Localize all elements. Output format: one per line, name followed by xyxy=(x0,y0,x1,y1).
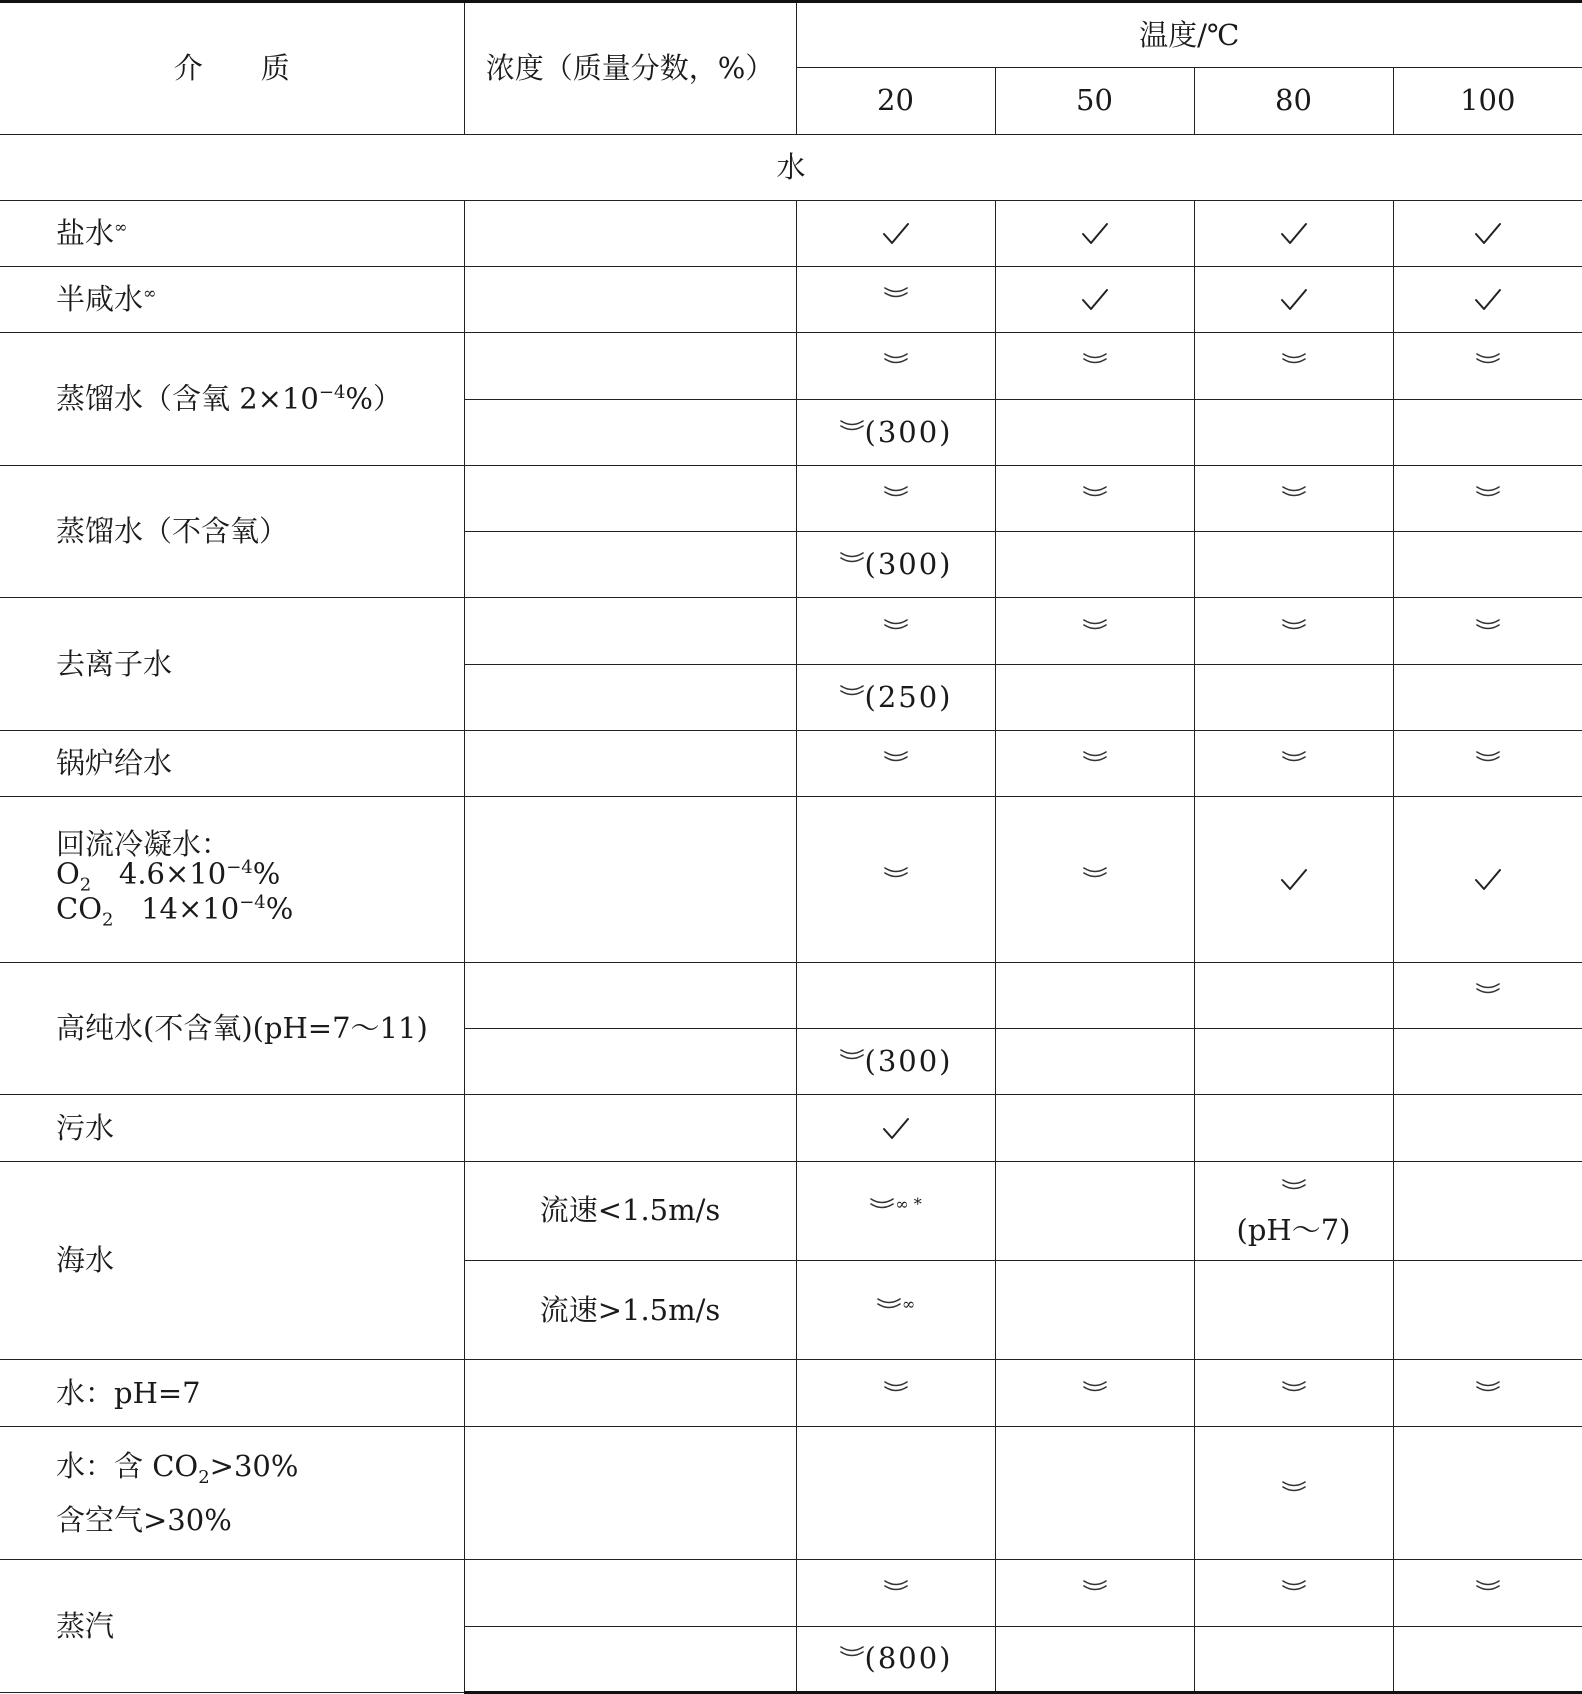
medium-water-ph7: 水：pH=7 xyxy=(0,1360,464,1426)
medium-sewage: 污水 xyxy=(0,1095,464,1161)
check-mark-icon xyxy=(1080,218,1110,249)
concentration-cell xyxy=(464,598,796,664)
double-chevron-icon xyxy=(1475,1578,1501,1607)
double-chevron-icon xyxy=(1281,1379,1307,1408)
concentration-cell xyxy=(464,465,796,531)
double-chevron-icon xyxy=(1082,865,1108,894)
medium-seawater: 海水 xyxy=(0,1161,464,1360)
check-mark-icon xyxy=(881,218,911,249)
double-chevron-icon xyxy=(869,1196,895,1225)
double-chevron-icon xyxy=(883,749,909,778)
medium-deionized-water: 去离子水 xyxy=(0,598,464,731)
double-chevron-icon xyxy=(1281,484,1307,513)
concentration-cell xyxy=(464,797,796,963)
medium-steam: 蒸汽 xyxy=(0,1560,464,1693)
check-mark-icon xyxy=(881,1113,911,1144)
concentration-cell xyxy=(464,1426,796,1560)
temperature-value: (300) xyxy=(864,547,953,582)
check-mark-icon xyxy=(1473,864,1503,895)
concentration-cell xyxy=(464,1626,796,1692)
double-chevron-icon xyxy=(1082,351,1108,380)
concentration-cell xyxy=(464,962,796,1028)
header-temp-80: 80 xyxy=(1194,68,1393,134)
temperature-value: (300) xyxy=(864,1044,953,1079)
double-chevron-icon xyxy=(876,1296,902,1325)
double-chevron-icon xyxy=(1475,617,1501,646)
medium-water-co2-air: 水：含 $CO_2>30\%$ 含空气>30% xyxy=(0,1426,464,1560)
check-mark-icon xyxy=(1473,218,1503,249)
concentration-cell xyxy=(464,1360,796,1426)
seawater-high-speed: 流速>1.5m/s xyxy=(464,1261,796,1360)
double-chevron-icon xyxy=(1281,749,1307,778)
header-concentration: 浓度（质量分数，%） xyxy=(464,2,796,135)
double-chevron-icon xyxy=(839,683,865,712)
temperature-value: (250) xyxy=(864,679,953,714)
header-temp-20: 20 xyxy=(796,68,995,134)
double-chevron-icon xyxy=(1082,1578,1108,1607)
concentration-cell xyxy=(464,532,796,598)
double-chevron-icon xyxy=(1082,617,1108,646)
check-mark-icon xyxy=(1279,284,1309,315)
concentration-cell xyxy=(464,200,796,266)
double-chevron-icon xyxy=(1281,1177,1307,1206)
double-chevron-icon xyxy=(839,1047,865,1076)
double-chevron-icon xyxy=(839,550,865,579)
double-chevron-icon xyxy=(1082,1379,1108,1408)
concentration-cell xyxy=(464,664,796,730)
double-chevron-icon xyxy=(839,418,865,447)
medium-ultrapure-water: 高纯水(不含氧)(pH=7～11) xyxy=(0,962,464,1095)
header-temp-50: 50 xyxy=(995,68,1194,134)
double-chevron-icon xyxy=(883,351,909,380)
double-chevron-icon xyxy=(1281,1578,1307,1607)
double-chevron-icon xyxy=(883,617,909,646)
double-chevron-icon xyxy=(883,1379,909,1408)
concentration-cell xyxy=(464,267,796,333)
concentration-cell xyxy=(464,333,796,399)
check-mark-icon xyxy=(1473,284,1503,315)
double-chevron-icon xyxy=(1475,484,1501,513)
double-chevron-icon xyxy=(1082,749,1108,778)
check-mark-icon xyxy=(1080,284,1110,315)
concentration-cell xyxy=(464,399,796,465)
double-chevron-icon xyxy=(1475,1379,1501,1408)
section-water-title: 水 xyxy=(0,134,1582,200)
double-chevron-icon xyxy=(1475,981,1501,1010)
double-chevron-icon xyxy=(1475,749,1501,778)
double-chevron-icon xyxy=(1281,351,1307,380)
double-chevron-icon xyxy=(1281,1479,1307,1508)
check-mark-icon xyxy=(1279,864,1309,895)
check-mark-icon xyxy=(1279,218,1309,249)
concentration-cell xyxy=(464,1560,796,1626)
double-chevron-icon xyxy=(883,865,909,894)
concentration-cell xyxy=(464,1029,796,1095)
medium-return-condensate: 回流冷凝水： $O_2$ $4.6\times 10^{-4}\%$ $CO_2$ $14\times 10^{-4}\%$ xyxy=(0,797,464,963)
double-chevron-icon xyxy=(839,1644,865,1673)
medium-brine: 盐水∞ xyxy=(0,200,464,266)
temperature-value: (300) xyxy=(864,414,953,449)
medium-distilled-water-no-oxygen: 蒸馏水（不含氧） xyxy=(0,465,464,598)
corrosion-resistance-table: 介质 浓度（质量分数，%） 温度/℃ 20 50 80 100 水 盐水∞ 半咸水∞ 蒸馏水（含氧 $2\times 10^{-4}\%$） (300) 蒸馏水（不含氧） (300) 去离子水 (250) 锅炉给水 回流冷凝水： $O_2$ $4.6\times 10^{-4}\%$ $CO_2$ $14\times 10^{-4}\%$ 高纯水(不含氧)(pH=7～11) (300) 污水 海水 流速<1.5m/s ∞ * (pH～7) 流速>1.5m/s ∞ 水：pH=7 水：含 $CO_2>30\%$ 含空气>30% 蒸汽 (800) xyxy=(0,0,1582,1694)
header-temp-100: 100 xyxy=(1393,68,1582,134)
double-chevron-icon xyxy=(1475,351,1501,380)
double-chevron-icon xyxy=(883,1578,909,1607)
double-chevron-icon xyxy=(1281,617,1307,646)
temperature-value: (800) xyxy=(864,1641,953,1676)
header-temperature: 温度/℃ xyxy=(796,2,1582,68)
seawater-low-speed: 流速<1.5m/s xyxy=(464,1161,796,1260)
header-medium: 介质 xyxy=(0,2,464,135)
medium-distilled-water-oxygen: 蒸馏水（含氧 $2\times 10^{-4}\%$） xyxy=(0,333,464,466)
double-chevron-icon xyxy=(1082,484,1108,513)
medium-brackish-water: 半咸水∞ xyxy=(0,267,464,333)
double-chevron-icon xyxy=(883,484,909,513)
concentration-cell xyxy=(464,1095,796,1161)
double-chevron-icon xyxy=(883,285,909,314)
concentration-cell xyxy=(464,730,796,796)
medium-boiler-feed-water: 锅炉给水 xyxy=(0,730,464,796)
